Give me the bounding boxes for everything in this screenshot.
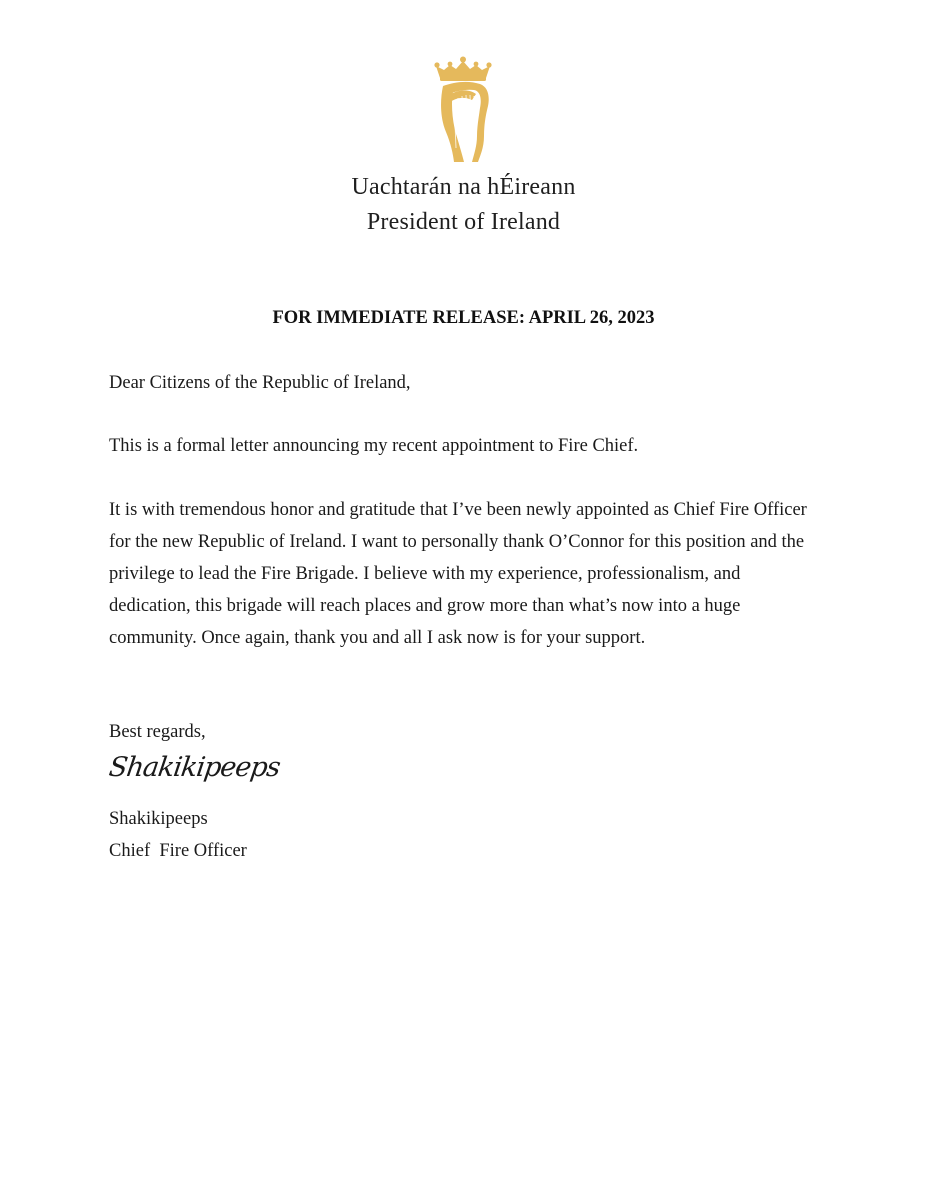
salutation: Dear Citizens of the Republic of Ireland, [109,373,411,393]
signer-title: Chief Fire Officer [109,841,247,861]
body-paragraph: It is with tremendous honor and gratitude that I’ve been newly appointed as Chief Fire Officer for the new Republic of Ireland. I want to personally thank O’Connor for this position and the privilege to lead the Fire Brigade. I believe with my experience, professionalism, and dedication, this brigade will reach places and grow more than what’s now into a huge community. Once again, thank you and all I ask now is for your support. [109,500,807,648]
office-title-english: President of Ireland [366,209,561,235]
announcement-line: This is a formal letter announcing my recent appointment to Fire Chief. [109,436,639,456]
signer-name: Shakikipeeps [109,809,208,829]
closing-line: Best regards, [109,722,206,742]
release-heading: FOR IMMEDIATE RELEASE: APRIL 26, 2023 [272,308,655,328]
harp-crown-emblem-icon [434,56,492,164]
office-title-irish: Uachtarán na hÉireann [351,174,576,200]
handwritten-signature: Shakikipeeps [107,752,282,783]
